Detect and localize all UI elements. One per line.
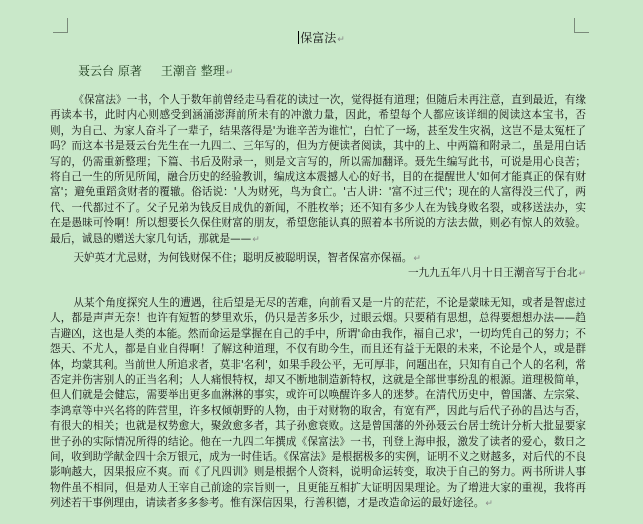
- byline-text: 聂云台 原著 王潮音 整理: [78, 64, 225, 78]
- paragraph-mark-icon: ↵: [485, 499, 493, 510]
- paragraph-mark-icon: ↵: [578, 269, 586, 279]
- paragraph-mark-icon: ↵: [413, 254, 421, 264]
- dateline[interactable]: [360, 265, 586, 282]
- preface-text: 《保富法》一书，个人于数年前曾经走马看花的读过一次，觉得挺有道理；但随后未再注意，直到最近，有缘再读本书，此时内心则感受到涵涌澎湃前所未有的冲激力量，因此，希望每个人都应该详细的阅读这本宝书，否则，为自己、为家人奋斗了一辈子，结果落得是'为谁辛苦为谁忙'，白忙了一场，甚至发生灾祸，这岂不是太冤枉了吗？而这本书是聂云台先生在一九四二、三年写的，但为方便读者阅读，其中的上、中两篇和附录二，虽是用白话写的，仍需重新整理；下篇、书后及附录一，则是文言写的，所以需加翻译。聂先生编写此书，可说是用心良苦；将自己一生的所见所闻，融合历史的经验教训，编成这本震撼人心的好书，目的在提醒世人'如何才能真正的保有财富'；避免重蹈贪财者的覆辙。俗话说：'人为财死，鸟为食亡。'古人讲：'富不过三代'；现在的人富得没三代了，两代、一代都过不了。父子兄弟为钱反目成仇的新闻，不胜枚举；还不知有多少人在为钱身败名裂，或移送法办，实在是愚昧可怜啊！所以想要长久保住财富的朋友，希望您能认真的照着本书所说的方法去做，则必有惊人的效验。最后，诚恳的赠送大家几句话，那就是——: [50, 94, 586, 245]
- paragraph-mark-icon: ↵: [337, 35, 345, 45]
- paragraph-mark-icon: ↵: [252, 234, 260, 245]
- document-title[interactable]: [0, 30, 643, 48]
- dateline-text: 一九九五年八月十日王潮音写于台北: [407, 267, 578, 279]
- paragraph-mark-icon: ↵: [225, 68, 234, 78]
- verse-text: 天妒英才尤忌财，为何钱财保不住；聪明反被聪明误，智者保富亦保福。: [73, 252, 413, 264]
- byline[interactable]: [78, 63, 233, 81]
- paragraph-preface[interactable]: [50, 93, 586, 248]
- introduction-text: 从某个角度探究人生的遭遇，往后望是无尽的苦难，向前看又是一片的茫茫，不论是蒙昧无知，或者是智虑过人，都是声声无奈！也许有短暂的梦里欢乐，仍只是苦多乐少，过眼云烟。只要稍有思想，总得要想想办法——趋吉避凶，这也是人类的本能。然而命运是掌握在自己的手中，所谓'命由我作，福自己求'，一切均凭自己的努力；不怨天、不尤人，都是自业自得啊！了解这种道理，不仅有助今生，而且还有益于无限的未来，不论是个人，或是群体，均蒙其利。当前世人所追求者，莫非'名利'，如果手段公平，无可厚非，问题出在，只知有自己个人的名利，常否定并伤害别人的正当名利；人人痛恨特权，却又不断地制造新特权，这就是全部世事纷乱的根源。道理极简单，但人们就是会健忘，需要举出更多血淋淋的事实，或许可以唤醒许多人的迷梦。在清代历史中，曾国藩、左宗棠、李鸿章等中兴名将的阵营里，许多权倾朝野的人物，由于对财物的取舍，有宽有严，因此与后代子孙的昌达与否，有很大的相关；也就是权势愈大，聚敛愈多者，其子孙愈衰败。这是曾国藩的外孙聂云台居士统计分析大批显要家世子孙的实际情况所得的结论。他在一九四二年撰成《保富法》一书，刊登上海申报，激发了读者的爱心，数日之间，收到助学献金四十余万银元，成为一时佳话。《保富法》是根据极多的实例，证明不义之财越多，对后代的不良影响越大，因果报应不爽。而《了凡四训》则是根据个人资料，说明命运转变，取决于自己的努力。两书所讲人事物件虽不相同，但是劝人王宰自己前途的宗旨则一，且更能互相扩大证明因果理论。为了增进大家的重视，我将再列述若干事例理由，请读者多多参考。惟有深信因果，行善积德，才是改造命运的最好途径。: [50, 297, 586, 510]
- paragraph-introduction[interactable]: [50, 296, 586, 513]
- title-text: 保富法: [300, 31, 337, 45]
